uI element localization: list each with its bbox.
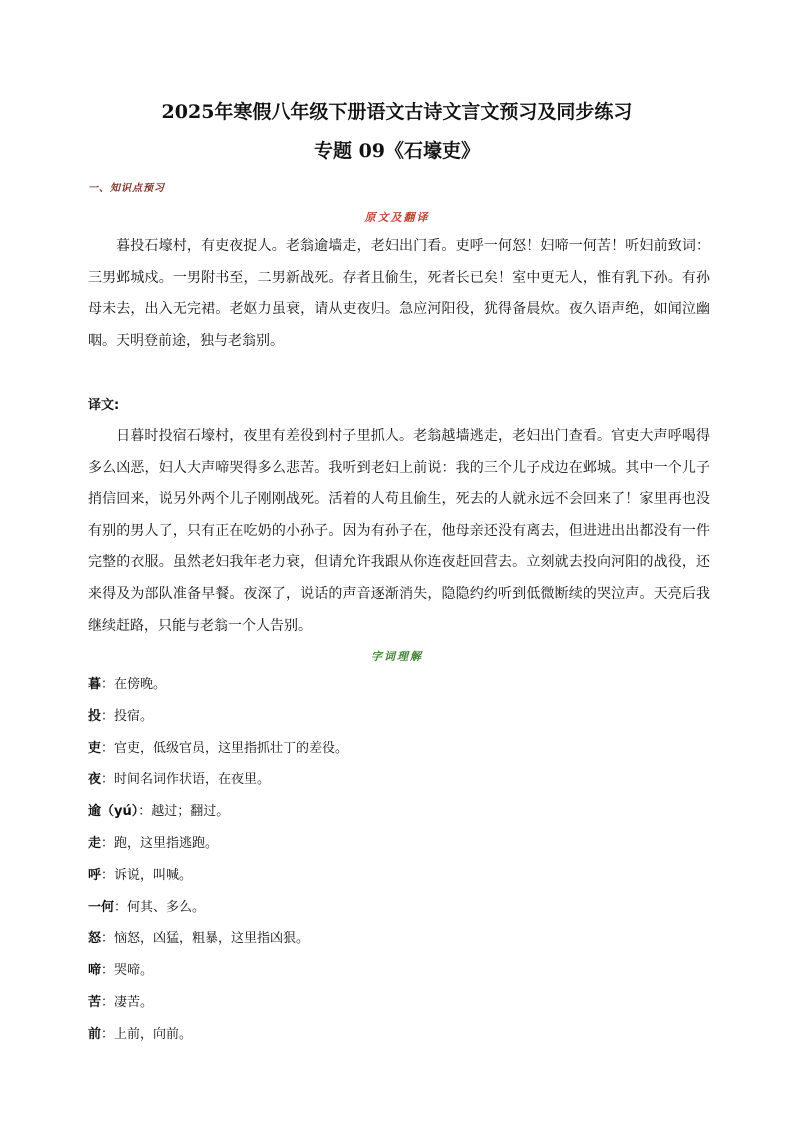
glossary-term: 吏 (88, 740, 102, 756)
glossary-list (88, 675, 710, 1057)
glossary-item (88, 1025, 710, 1057)
glossary-term: 苦 (88, 994, 102, 1010)
glossary-definition: 上前，向前。 (114, 1026, 193, 1042)
glossary-sep: ： (101, 963, 115, 979)
glossary-definition: 投宿。 (114, 708, 154, 724)
glossary-item (88, 707, 710, 739)
glossary-item (88, 834, 710, 866)
glossary-sep: ： (101, 867, 115, 883)
glossary-item (88, 993, 710, 1025)
glossary-item (88, 739, 710, 771)
glossary-sep: ： (101, 708, 115, 724)
document-title: 2025年寒假八年级下册语文古诗文言文预习及同步练习 (161, 101, 633, 123)
glossary-definition: 时间名词作状语，在夜里。 (114, 772, 271, 788)
glossary-heading: 字词理解 (371, 650, 423, 663)
glossary-sep: ： (138, 804, 152, 820)
glossary-definition: 何其、多么。 (127, 899, 206, 915)
glossary-item (88, 961, 710, 993)
glossary-definition: 凄苦。 (114, 994, 154, 1010)
glossary-item (88, 675, 710, 707)
glossary-term: 呼 (88, 867, 102, 883)
original-heading: 原文及翻译 (364, 211, 430, 224)
glossary-term: 夜 (88, 772, 102, 788)
glossary-term: 逾（yú） (88, 804, 139, 820)
translation-text (88, 421, 710, 642)
section-heading: 一、知识点预习 (88, 183, 165, 194)
glossary-definition: 哭啼。 (114, 963, 154, 979)
original-text (88, 231, 710, 357)
glossary-item (88, 770, 710, 802)
glossary-definition: 诉说，叫喊。 (114, 867, 193, 883)
glossary-definition: 在傍晚。 (114, 677, 167, 692)
translation-text-body: 日暮时投宿石壕村，夜里有差役到村子里抓人。老翁越墙逃走，老妇出门查看。官吏大声呼喝得多么凶恶，妇人大声啼哭得多么悲苦。我听到老妇上前说：我的三个儿子戍边在邺城。其中一个儿子捎信回来，说另外两个儿子刚刚战死。活着的人苟且偷生，死去的人就永远不会回来了！家里再也没有别的男人了，只有正在吃奶的小孙子。因为有孙子在，他母亲还没有离去，但进进出出都没有一件完整的衣服。虽然老妇我年老力衰，但请允许我跟从你连夜赶回营去。立刻就去投向河阳的战役，还来得及为部队准备早餐。夜深了，说话的声音逐渐消失，隐隐约约听到低微断续的哭泣声。天亮后我继续赶路，只能与老翁一个人告别。 (88, 428, 710, 634)
glossary-term: 前 (88, 1026, 102, 1042)
glossary-term: 一何 (88, 899, 115, 915)
glossary-term: 暮 (88, 677, 102, 692)
glossary-sep: ： (101, 1026, 115, 1042)
glossary-sep: ： (114, 899, 128, 915)
glossary-sep: ： (101, 772, 115, 788)
glossary-definition: 恼怒，凶猛，粗暴，这里指凶狠。 (114, 931, 310, 947)
glossary-item (88, 898, 710, 930)
glossary-term: 投 (88, 708, 102, 724)
glossary-item (88, 929, 710, 961)
glossary-term: 啼 (88, 963, 102, 979)
glossary-sep: ： (101, 677, 115, 692)
glossary-sep: ： (101, 740, 115, 756)
glossary-sep: ： (101, 931, 115, 947)
glossary-sep: ： (101, 994, 115, 1010)
glossary-definition: 官吏，低级官员，这里指抓壮丁的差役。 (114, 740, 349, 756)
glossary-term: 怒 (88, 931, 102, 947)
glossary-term: 走 (88, 835, 102, 851)
glossary-definition: 跑，这里指逃跑。 (114, 835, 219, 851)
document-subtitle: 专题 09《石壕吏》 (313, 140, 481, 162)
original-text-body: 暮投石壕村，有吏夜捉人。老翁逾墙走，老妇出门看。吏呼一何怒！妇啼一何苦！听妇前致词：三男邺城戍。一男附书至，二男新战死。存者且偷生，死者长已矣！室中更无人，惟有乳下孙。有孙母未去，出入无完裙。老妪力虽衰，请从吏夜归。急应河阳役，犹得备晨炊。夜久语声绝，如闻泣幽咽。天明登前途，独与老翁别。 (88, 238, 710, 349)
glossary-definition: 越过；翻过。 (151, 804, 230, 820)
glossary-sep: ： (101, 835, 115, 851)
glossary-item (88, 802, 710, 834)
translation-label: 译文: (88, 398, 120, 413)
glossary-item (88, 866, 710, 898)
